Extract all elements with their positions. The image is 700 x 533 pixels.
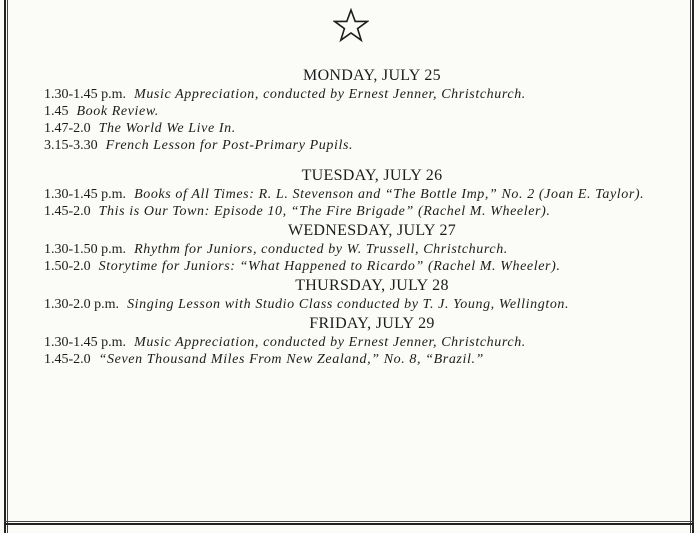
schedule [44,66,670,368]
entry-time: 1.30-1.45 p.m. [44,335,127,350]
entry-time: 1.30-1.45 p.m. [44,187,127,202]
entry-time: 1.45 [44,104,69,119]
entry-title: The World We Live In. [98,121,236,136]
schedule-entry [44,137,670,154]
entry-title: Rhythm for Juniors, conducted by W. Trussell, Christchurch. [134,242,508,257]
entry-time: 3.15-3.30 [44,138,98,153]
day-heading: TUESDAY, JULY 26 [301,167,443,184]
day-heading: MONDAY, JULY 25 [303,67,441,84]
entry-title: French Lesson for Post-Primary Pupils. [105,138,354,153]
day-heading: FRIDAY, JULY 29 [309,315,435,332]
entry-title: Music Appreciation, conducted by Ernest Jenner, Christchurch. [134,87,526,102]
schedule-entry [44,186,670,203]
entry-title: This is Our Town: Episode 10, “The Fire Brigade” (Rachel M. Wheeler). [98,204,551,219]
schedule-entry [44,203,670,220]
day-monday [44,66,670,154]
schedule-entry [44,86,670,103]
schedule-entry [44,241,670,258]
entry-title: “Seven Thousand Miles From New Zealand,” No. 8, “Brazil.” [98,352,484,367]
schedule-entry [44,334,670,351]
entry-title: Book Review. [76,104,159,119]
schedule-entry [44,120,670,137]
day-wednesday [44,221,670,275]
day-thursday [44,276,670,313]
star-icon [333,8,369,44]
entry-title: Singing Lesson with Studio Class conducted by T. J. Young, Wellington. [127,297,570,312]
bottom-border-rule [4,521,694,525]
entry-title: Books of All Times: R. L. Stevenson and “The Bottle Imp,” No. 2 (Joan E. Taylor). [134,187,645,202]
schedule-entry [44,103,670,120]
schedule-entry [44,258,670,275]
day-tuesday [44,166,670,220]
entry-title: Storytime for Juniors: “What Happened to Ricardo” (Rachel M. Wheeler). [98,259,561,274]
schedule-entry [44,296,670,313]
left-border-rule [4,0,8,533]
entry-time: 1.50-2.0 [44,259,91,274]
day-friday [44,314,670,368]
entry-time: 1.30-1.50 p.m. [44,242,127,257]
entry-title: Music Appreciation, conducted by Ernest Jenner, Christchurch. [134,335,526,350]
entry-time: 1.47-2.0 [44,121,91,136]
entry-time: 1.45-2.0 [44,204,91,219]
entry-time: 1.30-2.0 p.m. [44,297,120,312]
schedule-entry [44,351,670,368]
entry-time: 1.30-1.45 p.m. [44,87,127,102]
day-heading: WEDNESDAY, JULY 27 [287,222,457,239]
day-heading: THURSDAY, JULY 28 [295,277,449,294]
right-border-rule [690,0,694,533]
entry-time: 1.45-2.0 [44,352,91,367]
